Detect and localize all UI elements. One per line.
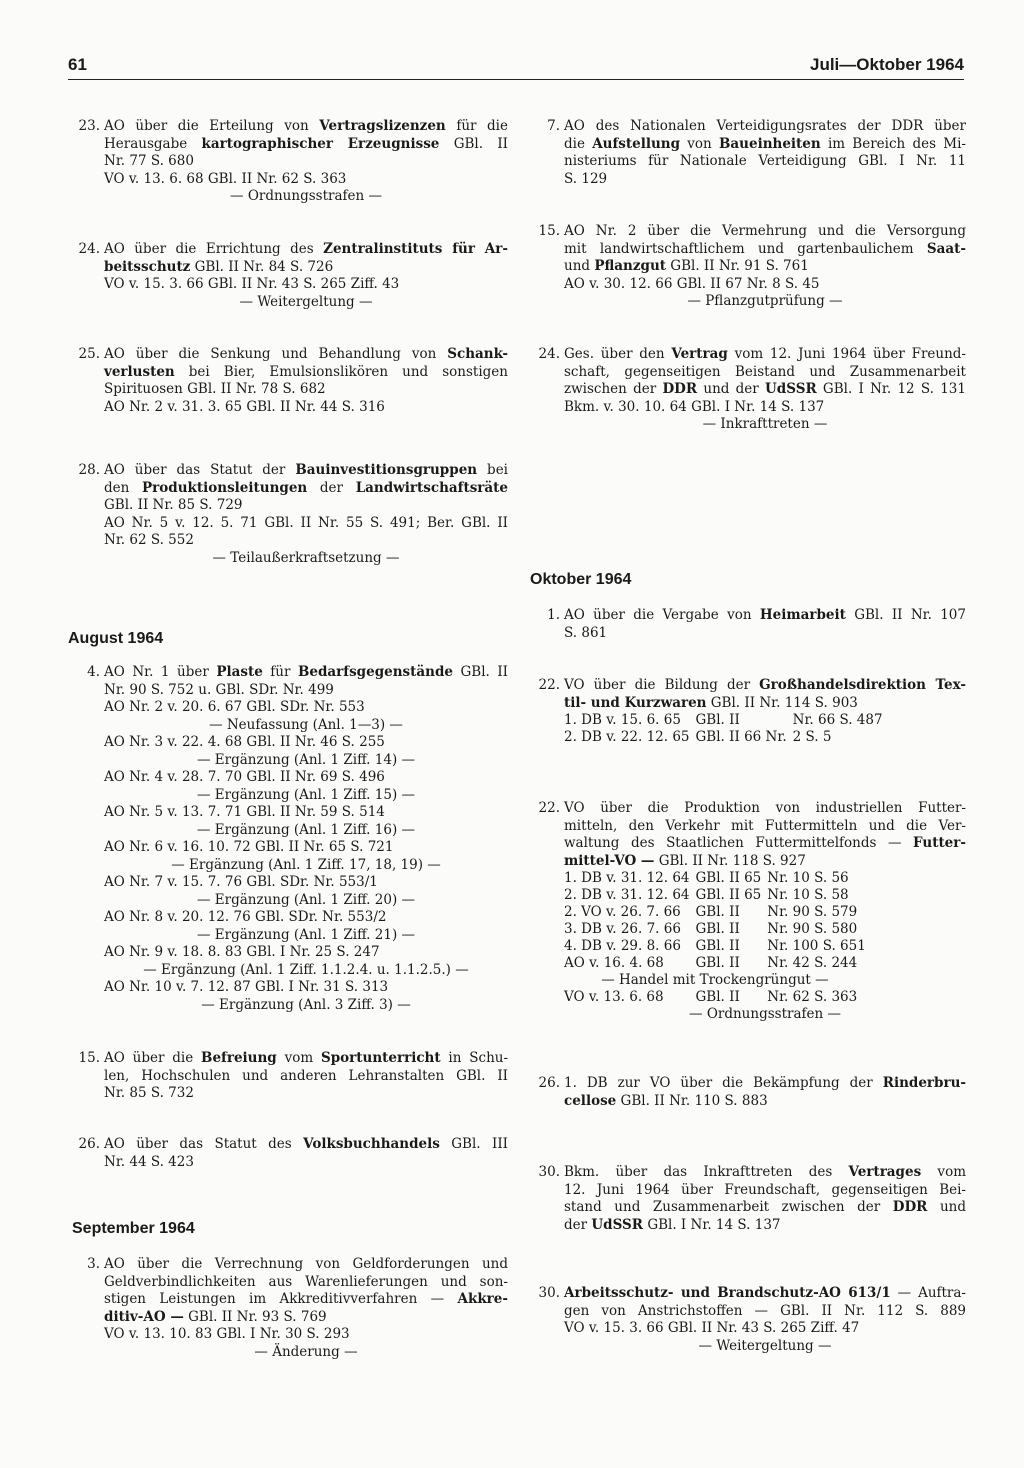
text-line: AO Nr. 2 v. 20. 6. 67 GBl. SDr. Nr. 553 [104,699,365,715]
text-line: Volksbuchhandels [303,1136,440,1152]
text-line: GBl. III [439,1136,508,1152]
text-line: GBl. II Nr. 85 S. 729 [104,497,243,513]
text-line: Geldverbindlichkeiten aus Warenlieferungen und son- [104,1273,508,1290]
entry-number: 25. [78,346,100,362]
entry-15 [68,1050,508,1103]
text-line: mit landwirtschaftlichem und gartenbaulichem [564,240,927,257]
text-line: im Bereich des Mi- [820,135,966,152]
text-line: Saat- [926,240,966,257]
entry-26-right [528,1075,966,1110]
text-line: 2. DB v. 22. 12. 65 [564,729,690,745]
text-line: — Neufassung (Anl. 1—3) — [209,716,403,733]
entry-24-right [528,346,966,434]
text-line: 2. DB v. 31. 12. 64 [564,887,690,903]
text-line: GBl. II [695,921,740,937]
text-line: vom 12. Juni 1964 über Freund- [727,346,966,362]
text-line: — Ergänzung (Anl. 1 Ziff. 16) — [196,821,416,838]
text-line: — Ordnungsstrafen — [230,188,382,204]
text-line: Baueinheiten [719,135,821,152]
text-line: Arbeitsschutz- und Brandschutz-AO 613/1 [564,1285,891,1301]
text-line: AO Nr. 4 v. 28. 7. 70 GBl. II Nr. 69 S. 496 [104,769,385,785]
text-line: GBl. II [695,989,740,1005]
text-line: Nr. 85 S. 732 [104,1085,194,1101]
text-line: Zentralinstituts für Ar- [323,241,508,257]
text-line: verlusten [104,363,175,380]
text-line: die [564,135,593,152]
text-line: 4. DB v. 29. 8. 66 [564,938,681,954]
text-line: vom [276,1050,321,1066]
text-line: Aufstellung [592,135,681,152]
text-line: GBl. II 66 Nr. [695,729,787,745]
text-line: vom [921,1164,966,1180]
entry-25 [68,346,508,416]
text-line: AO über das Statut der [104,462,296,478]
text-line: GBl. II [439,135,509,152]
text-line: gen von Anstrichstoffen — GBl. II Nr. 112 S. 889 [564,1302,966,1319]
text-line: Bedarfsgegenstände [297,664,453,680]
entry-number: 7. [547,118,560,134]
text-line: 2 S. 5 [792,729,832,745]
text-line: — Ergänzung (Anl. 1 Ziff. 14) — [196,751,416,768]
section-heading-september: September 1964 [72,1220,195,1237]
text-line: Nr. 62 S. 363 [767,989,858,1005]
text-line: beitsschutz [104,258,191,275]
entry-number: 30. [538,1285,560,1301]
text-line: zwischen der [564,381,663,397]
text-line: Pflanzgut [594,258,667,274]
entry-number: 24. [78,241,100,257]
text-line: AO über die Erteilung von [104,118,320,134]
text-line: Befreiung [201,1050,277,1066]
entry-number: 24. [538,346,560,362]
text-line: GBl. II Nr. 107 [845,607,966,623]
text-line: Nr. 90 S. 579 [767,904,858,920]
text-line: GBl. II Nr. 110 S. 883 [616,1092,768,1109]
entry-number: 3. [87,1256,100,1272]
text-line: — Änderung — [254,1343,358,1360]
text-line: GBl. II [695,712,740,728]
text-line: Nr. 42 S. 244 [767,955,858,971]
text-line: bei Bier, Emulsionslikören und sonstigen [174,363,508,380]
text-line: Nr. 90 S. 580 [767,921,858,937]
text-line: schaft, gegenseitigen Beistand und Zusammenarbeit [564,363,966,380]
entry-7 [528,118,966,188]
text-line: UdSSR [591,1216,644,1233]
entry-3 [68,1256,508,1361]
text-line: für [262,664,298,680]
text-line: AO über die Verrechnung von Geldforderungen und [104,1256,508,1272]
text-line: nisteriums für Nationale Verteidigung GBl. I Nr. 11 [564,153,966,169]
entry-30b [528,1285,966,1355]
text-line: — Ergänzung (Anl. 1 Ziff. 21) — [196,926,416,943]
text-line: Sportunterricht [320,1050,441,1066]
text-line: Nr. 62 S. 552 [104,532,194,548]
entry-number: 15. [78,1050,100,1066]
running-title: Juli—Oktober 1964 [809,55,964,74]
text-line: Bkm. über das Inkrafttreten des [564,1164,849,1180]
text-line: Nr. 100 S. 651 [767,938,866,954]
entry-22b [528,800,966,1024]
text-line: 1. DB v. 31. 12. 64 [564,870,690,886]
section-heading-august: August 1964 [68,630,164,647]
entry-24 [68,241,508,311]
text-line: len, Hochschulen und anderen Lehranstalten GBl. II [104,1067,508,1084]
text-line: mitteln, den Verkehr mit Futtermitteln und die Ver- [564,817,966,834]
text-line: — Inkrafttreten — [702,416,828,432]
entry-number: 28. [78,462,100,478]
text-line: — Ergänzung (Anl. 1 Ziff. 17, 18, 19) — [171,856,441,873]
text-line: VO v. 13. 10. 83 GBl. I Nr. 30 S. 293 [104,1326,350,1342]
text-line: GBl. II [695,955,740,971]
text-line: Ges. über den [564,346,672,362]
text-line: — Ordnungsstrafen — [689,1006,841,1022]
amendment-table [564,712,889,746]
text-line: UdSSR [765,381,817,397]
text-line: GBl. I Nr. 12 S. 131 [816,381,966,397]
text-line: GBl. II Nr. 91 S. 761 [666,258,809,274]
text-line: GBl. II Nr. 84 S. 726 [190,258,334,275]
text-line: — Pflanzgutprüfung — [687,293,843,309]
text-line: GBl. II Nr. 93 S. 769 [183,1308,327,1325]
text-line: AO des Nationalen Verteidigungsrates der DDR über [564,118,966,134]
entry-1 [528,607,966,642]
text-line: Futter- [913,835,966,851]
entry-23 [68,118,508,206]
entry-number: 23. [78,118,100,134]
text-line: VO v. 13. 6. 68 GBl. II Nr. 62 S. 363 [104,170,347,187]
text-line: GBl. II 65 [695,887,762,903]
text-line: AO über die Vergabe von [564,607,760,623]
text-line: DDR [892,1199,928,1215]
text-line: Produktionsleitungen [142,479,308,496]
text-line: Plaste [216,664,263,680]
text-line: VO v. 15. 3. 66 GBl. II Nr. 43 S. 265 Ziff. 43 [104,276,400,292]
text-line: AO v. 30. 12. 66 GBl. II 67 Nr. 8 S. 45 [564,275,820,292]
text-line: Nr. 10 S. 56 [767,870,849,886]
entry-number: 4. [87,664,100,680]
text-line: stigen Leistungen im Akkreditivverfahren — [104,1291,458,1307]
text-line: und [927,1199,966,1215]
text-line: VO über die Bildung der [564,677,760,693]
text-line: Nr. 10 S. 58 [767,887,849,903]
text-line: — Ergänzung (Anl. 3 Ziff. 3) — [201,996,411,1013]
entry-26 [68,1136,508,1171]
text-line: AO v. 16. 4. 68 [564,955,664,971]
text-line: cellose [564,1092,617,1109]
text-line: AO Nr. 5 v. 12. 5. 71 GBl. II Nr. 55 S. 491; Ber. GBl. II [104,514,508,531]
text-line: Heimarbeit [759,607,846,623]
text-line: kartographischer Erzeugnisse [201,135,440,152]
text-line: mittel-VO — [564,852,655,869]
text-line: Bkm. v. 30. 10. 64 GBl. I Nr. 14 S. 137 [564,398,825,415]
text-line: Nr. 90 S. 752 u. GBl. SDr. Nr. 499 [104,681,334,698]
text-line: — Handel mit Trockengrüngut — [601,972,829,988]
text-line: — Ergänzung (Anl. 1 Ziff. 1.1.2.4. u. 1.1.2.5.) — [143,961,469,978]
text-line: AO über die Senkung und Behandlung von [104,346,448,362]
entry-number: 26. [538,1075,560,1091]
text-line: Spirituosen GBl. II Nr. 78 S. 682 [104,381,326,397]
text-line: 2. VO v. 26. 7. 66 [564,904,681,920]
text-line: stand und Zusammenarbeit zwischen der [564,1199,893,1215]
entry-number: 22. [538,800,560,816]
page-number: 61 [68,55,87,74]
entry-22a [528,677,966,746]
text-line: AO Nr. 2 über die Vermehrung und die Versorgung [564,223,966,239]
text-line: von [680,135,720,152]
text-line: AO Nr. 3 v. 22. 4. 68 GBl. II Nr. 46 S. 255 [104,734,385,750]
entry-4 [68,664,508,1014]
text-line: S. 129 [564,170,608,187]
text-line: der [307,479,356,496]
text-line: AO über die [104,1050,202,1066]
text-line: 3. DB v. 26. 7. 66 [564,921,681,937]
section-heading-oktober: Oktober 1964 [530,571,632,588]
text-line: AO Nr. 1 über [104,664,217,680]
text-line: GBl. II [452,664,508,680]
text-line: GBl. II [695,904,740,920]
text-line: in Schu- [440,1050,509,1066]
text-line: VO v. 13. 6. 68 [564,989,664,1005]
text-line: VO über die Produktion von industriellen Futter- [564,800,966,816]
text-line: Vertragslizenzen [319,118,446,134]
amendment-table [564,870,872,1006]
text-line: Herausgabe [104,135,202,152]
text-line: Schank- [447,346,508,362]
text-line: Vertrag [671,346,728,362]
text-line: Vertrages [848,1164,922,1180]
text-line: AO Nr. 5 v. 13. 7. 71 GBl. II Nr. 59 S. 514 [104,804,385,820]
text-line: Landwirtschaftsräte [355,479,508,496]
entry-number: 26. [78,1136,100,1152]
entry-number: 15. [538,223,560,239]
text-line: Großhandelsdirektion Tex- [759,677,966,693]
text-line: AO Nr. 2 v. 31. 3. 65 GBl. II Nr. 44 S. 316 [104,398,385,415]
text-line: — Weitergeltung — [698,1337,832,1354]
text-line: AO über die Errichtung des [104,241,324,257]
header-rule [68,79,964,80]
text-line: AO Nr. 9 v. 18. 8. 83 GBl. I Nr. 25 S. 247 [104,944,380,960]
text-line: den [104,479,143,496]
text-line: DDR [662,381,698,397]
text-line: til- und Kurzwaren [564,694,707,711]
text-line: GBl. II 65 [695,870,762,886]
text-line: Nr. 66 S. 487 [792,712,883,728]
entry-15-right [528,223,966,311]
page-header [68,56,964,82]
text-line: AO Nr. 6 v. 16. 10. 72 GBl. II Nr. 65 S. 721 [104,839,394,855]
text-line: Nr. 77 S. 680 [104,153,194,169]
text-line: GBl. II Nr. 114 S. 903 [706,694,858,711]
text-line: Nr. 44 S. 423 [104,1153,194,1170]
text-line: ditiv-AO — [104,1308,184,1325]
text-line: 1. DB zur VO über die Bekämpfung der [564,1075,883,1091]
text-line: für die [445,118,508,134]
text-line: Akkre- [457,1291,508,1307]
text-line: und der [697,381,766,397]
entry-28 [68,462,508,567]
text-line: S. 861 [564,624,608,641]
text-line: 12. Juni 1964 über Freundschaft, gegenseitigen Bei- [564,1181,966,1198]
text-line: GBl. II [695,938,740,954]
entry-number: 30. [538,1164,560,1180]
text-line: — Teilaußerkraftsetzung — [212,549,400,566]
text-line: GBl. II Nr. 118 S. 927 [654,852,806,869]
text-line: AO Nr. 10 v. 7. 12. 87 GBl. I Nr. 31 S. 313 [104,979,389,995]
text-line: VO v. 15. 3. 66 GBl. II Nr. 43 S. 265 Ziff. 47 [564,1320,860,1336]
text-line: AO über das Statut des [104,1136,304,1152]
entry-number: 1. [547,607,560,623]
text-line: — Ergänzung (Anl. 1 Ziff. 15) — [196,786,416,803]
text-line: GBl. I Nr. 14 S. 137 [643,1216,781,1233]
text-line: Bauinvestitionsgruppen [295,462,478,478]
text-line: bei [477,462,508,478]
text-line: der [564,1216,592,1233]
text-line: — Ergänzung (Anl. 1 Ziff. 20) — [196,891,416,908]
text-line: — Auftra- [890,1285,966,1301]
entry-30a [528,1164,966,1234]
text-line: Rinderbru- [882,1075,966,1091]
text-line: 1. DB v. 15. 6. 65 [564,712,681,728]
text-line: AO Nr. 7 v. 15. 7. 76 GBl. SDr. Nr. 553/1 [104,874,378,890]
text-line: und [564,258,595,274]
text-line: AO Nr. 8 v. 20. 12. 76 GBl. SDr. Nr. 553/2 [104,909,387,925]
entry-number: 22. [538,677,560,693]
text-line: waltung des Staatlichen Futtermittelfonds — [564,835,914,851]
text-line: — Weitergeltung — [239,293,373,310]
